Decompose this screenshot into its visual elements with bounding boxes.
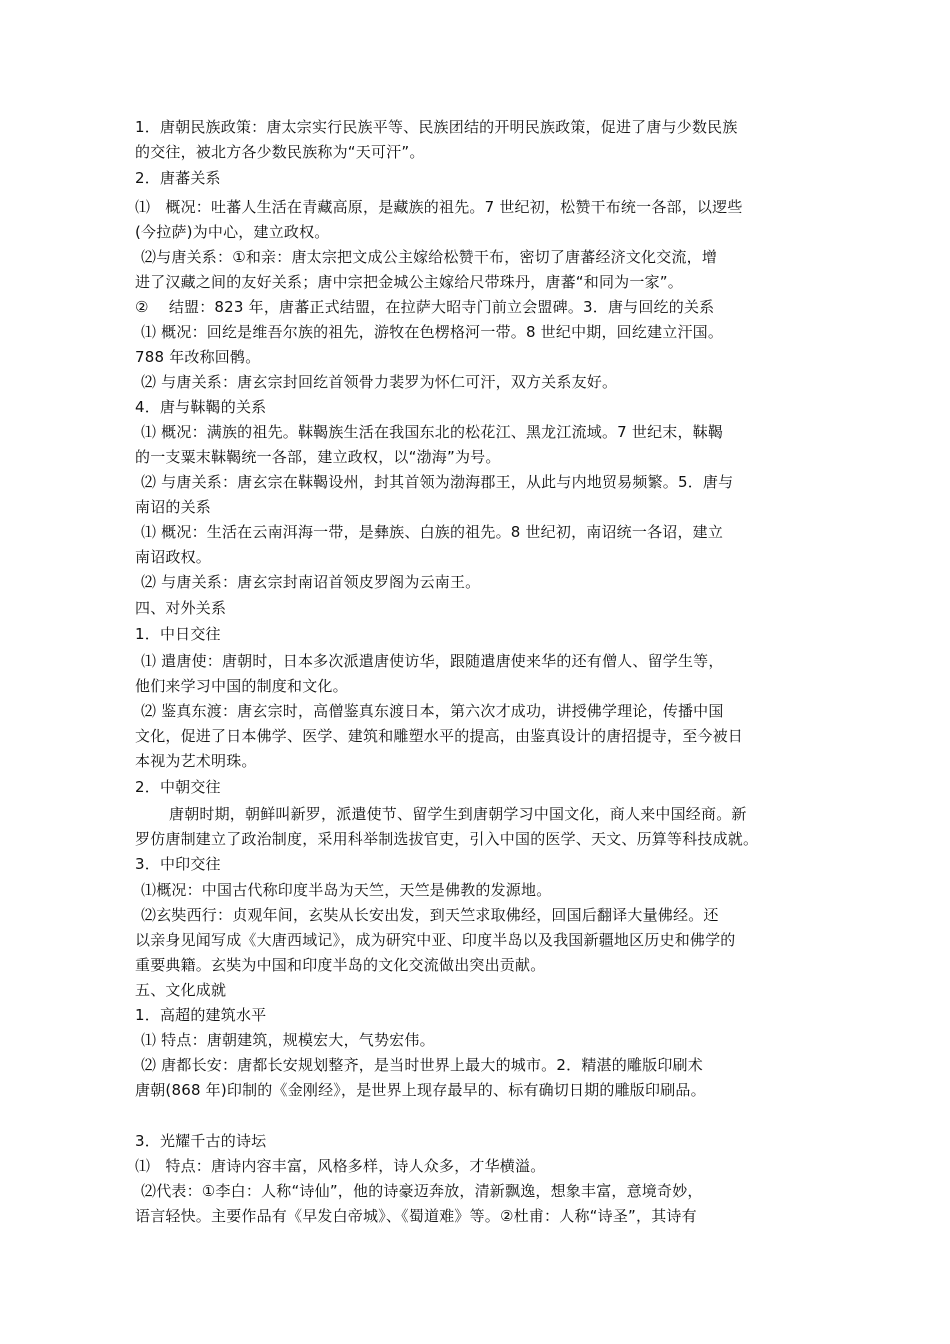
text-line: ⑴概况：中国古代称印度半岛为天竺，天竺是佛教的发源地。 bbox=[141, 881, 552, 899]
text-line: 罗仿唐制建立了政治制度，采用科举制选拔官吏，引入中国的医学、天文、历算等科技成就。 bbox=[135, 830, 759, 848]
text-line: 的交往，被北方各少数民族称为“天可汗”。 bbox=[135, 143, 425, 161]
text-line: 的一支粟末靺鞨统一各部，建立政权，以“渤海”为号。 bbox=[135, 448, 501, 466]
section-heading: 2．中朝交往 bbox=[135, 778, 221, 796]
text-line: 788 年改称回鹘。 bbox=[135, 348, 261, 366]
text-line: ⑴ 概况：回纥是维吾尔族的祖先，游牧在色楞格河一带。8 世纪中期，回纥建立汗国。 bbox=[141, 323, 724, 341]
text-line: ⑵ 与唐关系：唐玄宗封南诏首领皮罗阁为云南王。 bbox=[141, 573, 481, 591]
text-line: 以亲身见闻写成《大唐西域记》，成为研究中亚、印度半岛以及我国新疆地区历史和佛学的 bbox=[135, 931, 736, 949]
text-line: ⑵玄奘西行：贞观年间，玄奘从长安出发，到天竺求取佛经，回国后翻译大量佛经。还 bbox=[141, 906, 719, 924]
text-line: ⑴ 概况：吐蕃人生活在青藏高原，是藏族的祖先。7 世纪初，松赞干布统一各部，以逻些 bbox=[135, 198, 743, 216]
text-line: ⑵ 与唐关系：唐玄宗封回纥首领骨力裴罗为怀仁可汗，双方关系友好。 bbox=[141, 373, 618, 391]
text-line: 南诏的关系 bbox=[135, 498, 212, 516]
text-line: 南诏政权。 bbox=[135, 548, 212, 566]
text-line: ⑴ 特点：唐诗内容丰富，风格多样，诗人众多，才华横溢。 bbox=[135, 1157, 546, 1175]
text-line: ⑵ 唐都长安：唐都长安规划整齐，是当时世界上最大的城市。2．精湛的雕版印刷术 bbox=[141, 1056, 703, 1074]
text-line: 文化，促进了日本佛学、医学、建筑和雕塑水平的提高，由鉴真设计的唐招提寺，至今被日 bbox=[135, 727, 744, 745]
text-line: 唐朝时期，朝鲜叫新罗，派遣使节、留学生到唐朝学习中国文化，商人来中国经商。新 bbox=[169, 805, 747, 823]
text-line: ⑵ 鉴真东渡：唐玄宗时，高僧鉴真东渡日本，第六次才成功，讲授佛学理论，传播中国 bbox=[141, 702, 724, 720]
text-line: ⑴ 特点：唐朝建筑，规模宏大，气势宏伟。 bbox=[141, 1031, 435, 1049]
section-heading: 3．光耀千古的诗坛 bbox=[135, 1132, 267, 1150]
section-heading: 3．中印交往 bbox=[135, 855, 221, 873]
text-line: ⑵ 与唐关系：唐玄宗在靺鞨设州，封其首领为渤海郡王，从此与内地贸易频繁。5．唐与 bbox=[141, 473, 734, 491]
section-heading: 1．高超的建筑水平 bbox=[135, 1006, 267, 1024]
text-line: 唐朝(868 年)印制的《金刚经》，是世界上现存最早的、标有确切日期的雕版印刷品。 bbox=[135, 1081, 706, 1099]
text-line: ⑴ 概况：满族的祖先。靺鞨族生活在我国东北的松花江、黑龙江流域。7 世纪末，靺鞨 bbox=[141, 423, 724, 441]
text-line: 本视为艺术明珠。 bbox=[135, 752, 257, 770]
text-line: ⑴ 遣唐使：唐朝时，日本多次派遣唐使访华，跟随遣唐使来华的还有僧人、留学生等， bbox=[141, 652, 724, 670]
text-line: 语言轻快。主要作品有《早发白帝城》、《蜀道难》等。②杜甫：人称“诗圣”，其诗有 bbox=[135, 1207, 697, 1225]
text-line: ⑵代表：①李白：人称“诗仙”，他的诗豪迈奔放，清新飘逸，想象丰富，意境奇妙， bbox=[141, 1182, 703, 1200]
text-line: 1．唐朝民族政策：唐太宗实行民族平等、民族团结的开明民族政策，促进了唐与少数民族 bbox=[135, 118, 738, 136]
section-heading: 4．唐与靺鞨的关系 bbox=[135, 398, 267, 416]
section-heading: 2．唐蕃关系 bbox=[135, 169, 221, 187]
text-line: 进了汉藏之间的友好关系；唐中宗把金城公主嫁给尺带珠丹，唐蕃“和同为一家”。 bbox=[135, 273, 683, 291]
text-line: ⑵与唐关系：①和亲：唐太宗把文成公主嫁给松赞干布，密切了唐蕃经济文化交流，增 bbox=[141, 248, 718, 266]
section-heading: 五、文化成就 bbox=[135, 981, 227, 999]
text-line: ② 结盟：823 年，唐蕃正式结盟，在拉萨大昭寺门前立会盟碑。3．唐与回纥的关系 bbox=[135, 298, 715, 316]
section-heading: 四、对外关系 bbox=[135, 599, 227, 617]
text-line: 他们来学习中国的制度和文化。 bbox=[135, 677, 348, 695]
section-heading: 1．中日交往 bbox=[135, 625, 221, 643]
text-line: (今拉萨)为中心，建立政权。 bbox=[135, 223, 330, 241]
text-line: ⑴ 概况：生活在云南洱海一带，是彝族、白族的祖先。8 世纪初，南诏统一各诏，建立 bbox=[141, 523, 724, 541]
text-line: 重要典籍。玄奘为中国和印度半岛的文化交流做出突出贡献。 bbox=[135, 956, 546, 974]
